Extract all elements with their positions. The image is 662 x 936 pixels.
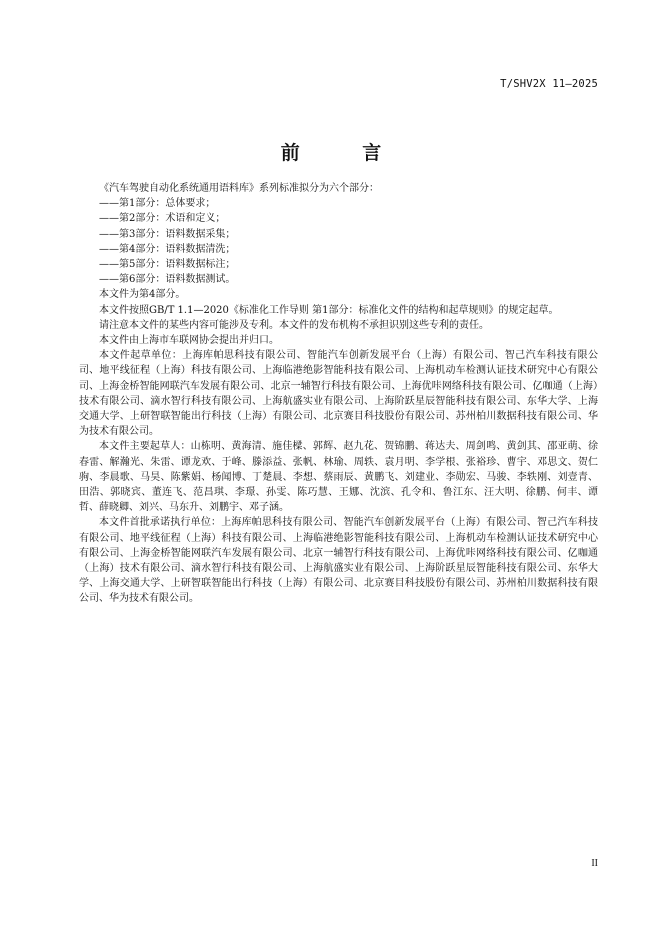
this-part-note: 本文件为第4部分。 xyxy=(99,289,186,301)
part-list-item: ——第3部分：语料数据采集； xyxy=(99,228,236,240)
drafters-paragraph: 本文件主要起草人：山栋明、黄海清、施佳樑、郭辉、赵九花、贺锦鹏、蒋达夫、周剑鸣、黄剑其、邵亚萌、徐春雷、解瀚光、朱雷、谭龙欢、于峰、滕添益、张帆、林瑜、周轶、袁月明、李学根、张裕珍、曹宇、邓思文、贺仁驹、李晨歌、马昊、陈紫娟、杨闻博、丁楚晨、李想、蔡雨辰、黄鹏飞、刘建业、李勋宏、马骏、李轶刚、刘壹青、田浩、郭晓宾、董连飞、范昌琪、李璟、孙雯、陈巧慧、王娜、沈滨、孔令和、鲁江东、汪大明、徐鹏、何丰、谭哲、薛晓卿、刘兴、马东升、刘鹏宇、邓子涵。 xyxy=(79,441,598,514)
part-list-item: ——第5部分：语料数据标注； xyxy=(99,259,236,271)
foreword-body xyxy=(79,181,598,607)
drafting-rule-paragraph: 本文件按照GB/T 1.1—2020《标准化工作导则 第1部分：标准化文件的结构和起草规则》的规定起草。 xyxy=(99,304,559,316)
patent-notice-paragraph: 请注意本文件的某些内容可能涉及专利。本文件的发布机构不承担识别这些专利的责任。 xyxy=(99,319,489,331)
part-list-item: ——第6部分：语料数据测试。 xyxy=(99,274,236,286)
drafting-units-paragraph: 本文件起草单位：上海库帕思科技有限公司、智能汽车创新发展平台（上海）有限公司、智己汽车科技有限公司、地平线征程（上海）科技有限公司、上海临港绝影智能科技有限公司、上海机动车检测认证技术研究中心有限公司、上海金桥智能网联汽车发展有限公司、北京一辅智行科技有限公司、上海优咔网络科技有限公司、亿咖通（上海）技术有限公司、滴水智行科技有限公司、上海航盛实业有限公司、上海阶跃星辰智能科技有限公司、东华大学、上海交通大学、上研智联智能出行科技（上海）有限公司、北京赛目科技股份有限公司、苏州柏川数据科技有限公司、华为技术有限公司。 xyxy=(79,350,598,438)
document-code: T/SHV2X 11—2025 xyxy=(500,78,598,90)
part-list-item: ——第4部分：语料数据清洗； xyxy=(99,243,236,255)
part-list-item: ——第2部分：术语和定义； xyxy=(99,213,226,225)
executors-paragraph: 本文件首批承诺执行单位：上海库帕思科技有限公司、智能汽车创新发展平台（上海）有限公司、智己汽车科技有限公司、地平线征程（上海）科技有限公司、上海临港绝影智能科技有限公司、上海机动车检测认证技术研究中心有限公司、上海金桥智能网联汽车发展有限公司、北京一辅智行科技有限公司、上海优咔网络科技有限公司、亿咖通（上海）技术有限公司、滴水智行科技有限公司、上海航盛实业有限公司、上海阶跃星辰智能科技有限公司、东华大学、上海交通大学、上研智联智能出行科技（上海）有限公司、北京赛目科技股份有限公司、苏州柏川数据科技有限公司、华为技术有限公司。 xyxy=(79,517,598,605)
page-number: II xyxy=(591,858,598,869)
series-intro: 《汽车驾驶自动化系统通用语料库》系列标准拟分为六个部分： xyxy=(99,183,379,194)
page-title: 前 言 xyxy=(280,142,410,164)
proposer-paragraph: 本文件由上海市车联网协会提出并归口。 xyxy=(99,335,279,347)
part-list-item: ——第1部分：总体要求； xyxy=(99,198,216,210)
